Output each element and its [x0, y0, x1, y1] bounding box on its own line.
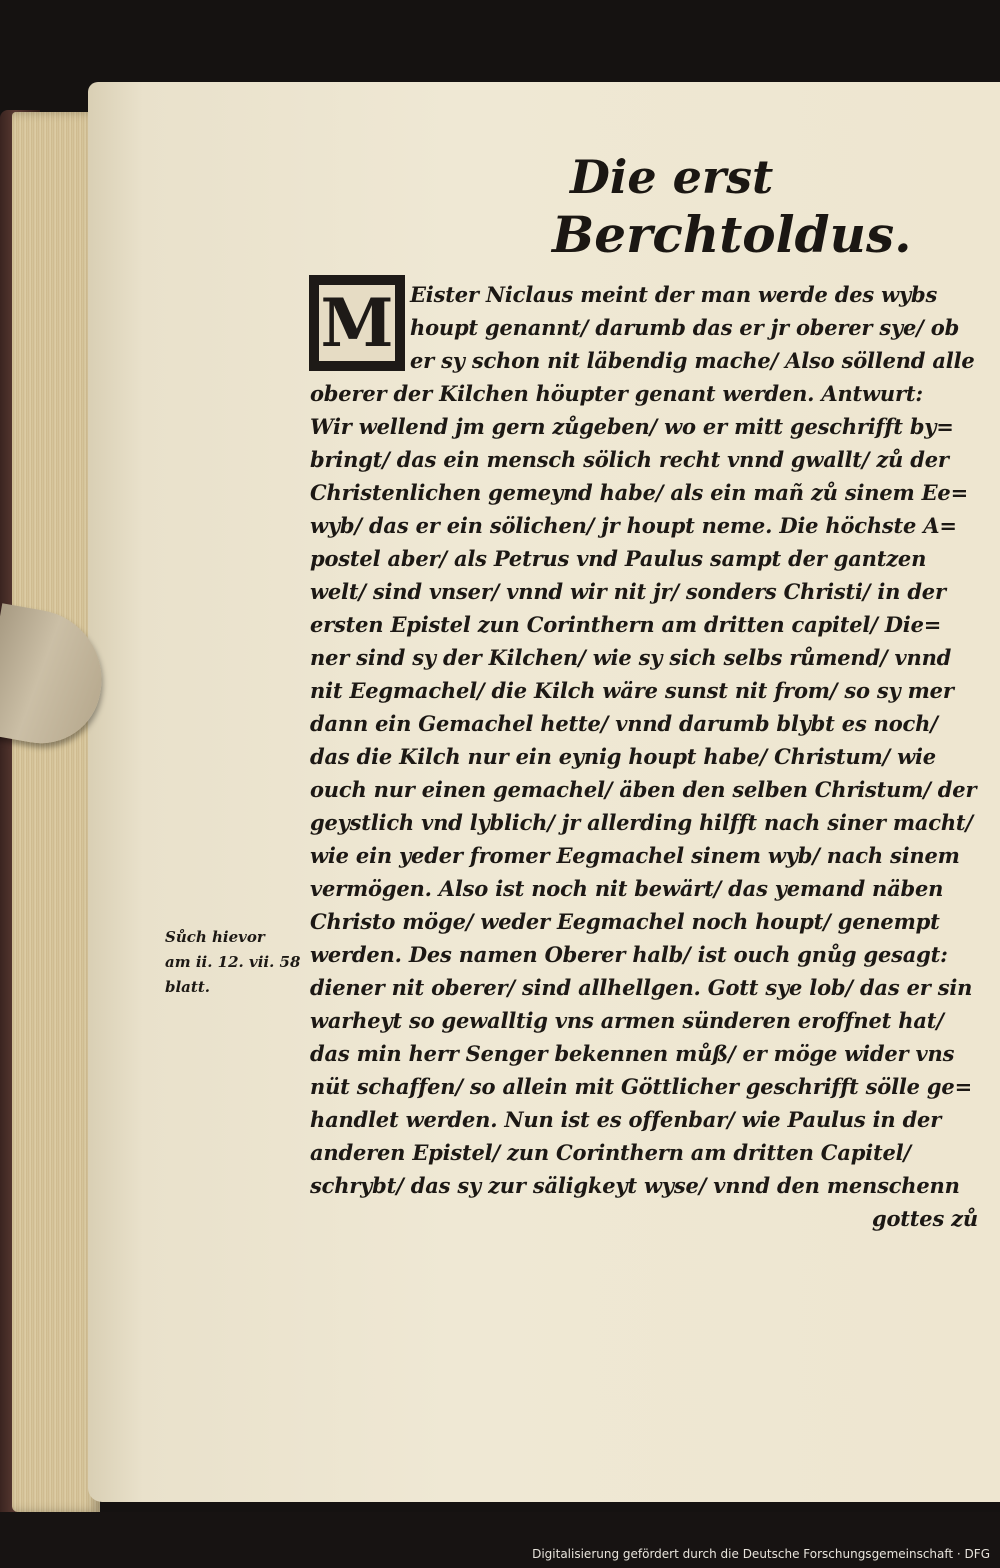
body-text-line: Christo möge/ weder Eegmachel noch houpt/ genempt [310, 909, 940, 934]
body-text-line: werden. Des namen Oberer halb/ ist ouch gnůg gesagt: [310, 942, 948, 967]
body-text-line: das min herr Senger bekennen můß/ er möge wider vns [310, 1041, 955, 1066]
body-text-line: er sy schon nit läbendig mache/ Also söllend alle [410, 348, 975, 373]
initial-letter: M [320, 284, 394, 362]
margin-note-line-1: Sůch hievor [165, 928, 265, 946]
body-text-line: handlet werden. Nun ist es offenbar/ wie Paulus in der [310, 1107, 942, 1132]
decorated-initial [309, 275, 405, 371]
body-text-line: Eister Niclaus meint der man werde des wybs [410, 282, 938, 307]
body-text-line: schrybt/ das sy zur säligkeyt wyse/ vnnd den menschenn [310, 1173, 960, 1198]
page-edges [12, 112, 100, 1512]
body-text-line: welt/ sind vnser/ vnnd wir nit jr/ sonders Christi/ in der [310, 579, 946, 604]
body-text-line: ner sind sy der Kilchen/ wie sy sich selbs růmend/ vnnd [310, 645, 952, 670]
body-text-line: ersten Epistel zun Corinthern am dritten capitel/ Die= [310, 612, 942, 637]
digitization-credit: Digitalisierung gefördert durch die Deutsche Forschungsgemeinschaft · DFG [532, 1547, 990, 1561]
margin-note-line-3: blatt. [165, 978, 210, 996]
body-text-line: warheyt so gewalltig vns armen sünderen eroffnet hat/ [310, 1008, 944, 1033]
body-text-line: bringt/ das ein mensch sölich recht vnnd gwallt/ zů der [310, 447, 949, 472]
body-text-line: gottes zů [872, 1206, 978, 1231]
chapter-heading-line-2: Berchtoldus. [552, 205, 912, 264]
body-text-line: Wir wellend jm gern zůgeben/ wo er mitt geschrifft by= [310, 414, 954, 439]
body-text-line: houpt genannt/ darumb das er jr oberer sye/ ob [410, 315, 960, 340]
body-text-line: postel aber/ als Petrus vnd Paulus sampt der gantzen [310, 546, 927, 571]
body-text-line: wie ein yeder fromer Eegmachel sinem wyb/ nach sinem [310, 843, 960, 868]
body-text-line: dann ein Gemachel hette/ vnnd darumb blybt es noch/ [310, 711, 938, 736]
body-text-line: geystlich vnd lyblich/ jr allerding hilfft nach siner macht/ [310, 810, 973, 835]
body-text-line: nit Eegmachel/ die Kilch wäre sunst nit from/ so sy mer [310, 678, 954, 703]
body-text-line: wyb/ das er ein sölichen/ jr houpt neme. Die höchste A= [310, 513, 957, 538]
body-text-line: anderen Epistel/ zun Corinthern am dritten Capitel/ [310, 1140, 911, 1165]
body-text-line: das die Kilch nur ein eynig houpt habe/ Christum/ wie [310, 744, 936, 769]
chapter-heading-line-1: Die erst [570, 150, 774, 204]
body-text-line: nüt schaffen/ so allein mit Göttlicher geschrifft sölle ge= [310, 1074, 972, 1099]
body-text-line: diener nit oberer/ sind allhellgen. Gott sye lob/ das er sin [310, 975, 973, 1000]
body-text-line: Christenlichen gemeynd habe/ als ein mañ zů sinem Ee= [310, 480, 968, 505]
body-text-line: ouch nur einen gemachel/ äben den selben Christum/ der [310, 777, 977, 802]
body-text-line: vermögen. Also ist noch nit bewärt/ das yemand näben [310, 876, 944, 901]
margin-note-line-2: am ii. 12. vii. 58 [165, 953, 301, 971]
body-text-line: oberer der Kilchen höupter genant werden. Antwurt: [310, 381, 923, 406]
